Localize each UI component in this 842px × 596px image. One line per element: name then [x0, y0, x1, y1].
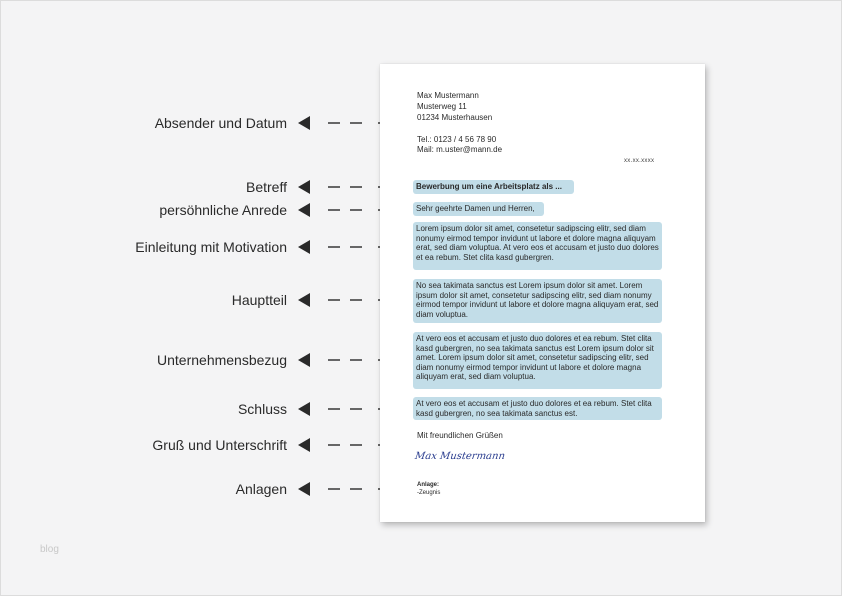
label-hauptteil: Hauptteil — [231, 292, 287, 308]
arrow-left-icon — [298, 352, 386, 368]
sender-city: 01234 Musterhausen — [417, 113, 493, 122]
letter-salutation: Sehr geehrte Damen und Herren, — [413, 202, 544, 216]
attachments-item: -Zeugnis — [417, 490, 441, 496]
attachments-title: Anlage: — [417, 482, 440, 488]
sender-mail: Mail: m.uster@mann.de — [417, 145, 503, 154]
letter-date: xx.xx.xxxx — [624, 158, 655, 164]
arrow-left-icon — [298, 115, 386, 131]
sender-street: Musterweg 11 — [417, 102, 467, 111]
label-anrede: persöhnliche Anrede — [159, 202, 287, 218]
arrow-left-icon — [298, 202, 386, 218]
label-absender: Absender und Datum — [154, 115, 287, 131]
paragraph-introduction: Lorem ipsum dolor sit amet, consetetur sadipscing elitr, sed diam nonumy eirmod tempor invidunt ut labore et dolore magna aliquyam erat, sed diam voluptua. At vero eos et accusam et justo duo dolores et ea rebum. Stet clita kasd gubergren. — [413, 222, 662, 270]
paragraph-company: At vero eos et accusam et justo duo dolores et ea rebum. Stet clita kasd gubergren, no sea takimata sanctus est Lorem ipsum dolor sit amet. Lorem ipsum dolor sit amet, consetetur sadipscing elitr, sed diam nonumy eirmod tempor invidunt ut labore et dolore magna aliquyam erat, sed diam voluptua. — [413, 332, 662, 389]
letter-closing: Mit freundlichen Grüßen — [417, 431, 503, 440]
label-anlagen: Anlagen — [235, 481, 287, 497]
label-betreff: Betreff — [246, 179, 287, 195]
paragraph-conclusion: At vero eos et accusam et justo duo dolores et ea rebum. Stet clita kasd gubergren, no sea takimata sanctus est. — [413, 397, 662, 420]
handwritten-signature: Max Mustermann — [414, 451, 506, 462]
arrow-left-icon — [298, 401, 386, 417]
contact-block — [417, 135, 502, 155]
paragraph-main: No sea takimata sanctus est Lorem ipsum dolor sit amet. Lorem ipsum dolor sit amet, consetetur sadipscing elitr, sed diam nonumy eirmod tempor invidunt ut labore et dolore magna aliquyam erat, sed diam voluptua. — [413, 279, 662, 323]
label-einleitung: Einleitung mit Motivation — [135, 239, 287, 255]
watermark: blog — [40, 544, 59, 555]
sender-block — [417, 90, 492, 123]
arrow-left-icon — [298, 481, 386, 497]
letter-subject: Bewerbung um eine Arbeitsplatz als ... — [413, 180, 574, 194]
arrow-left-icon — [298, 239, 386, 255]
arrow-left-icon — [298, 179, 386, 195]
sender-name: Max Mustermann — [417, 91, 479, 100]
attachments-block — [417, 481, 440, 497]
label-schluss: Schluss — [237, 401, 287, 417]
sender-phone: Tel.: 0123 / 4 56 78 90 — [417, 135, 497, 144]
label-unternehmensbezug: Unternehmensbezug — [157, 352, 287, 368]
arrow-left-icon — [298, 292, 386, 308]
label-gruss: Gruß und Unterschrift — [152, 437, 287, 453]
arrow-left-icon — [298, 437, 386, 453]
